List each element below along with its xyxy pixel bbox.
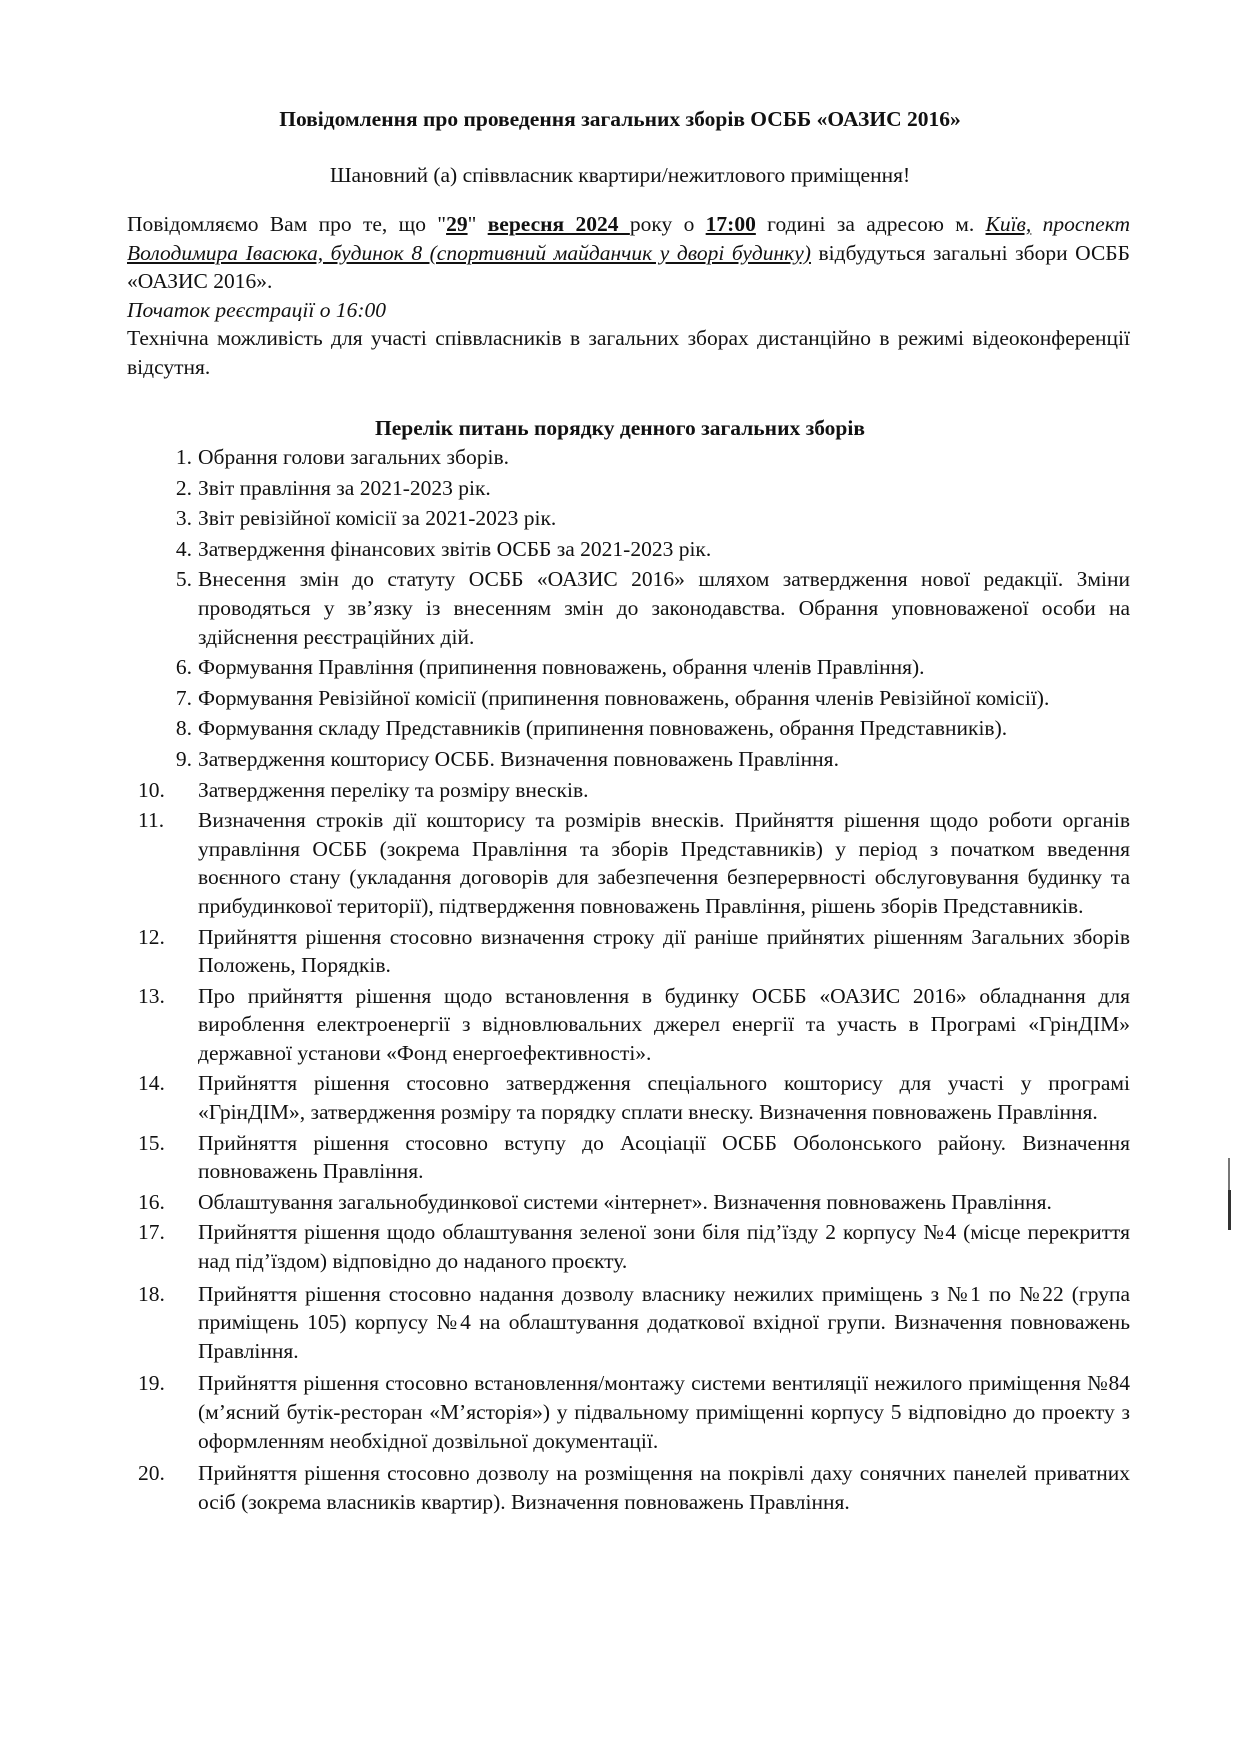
agenda-heading: Перелік питань порядку денного загальних зборів xyxy=(375,416,865,440)
agenda-item-text: Формування складу Представників (припинення повноважень, обрання Представників). xyxy=(198,716,1008,741)
announcement-text: " xyxy=(467,212,488,236)
agenda-item xyxy=(138,1218,1130,1275)
agenda-item-number: 4. xyxy=(175,536,192,561)
agenda-item xyxy=(138,923,1130,980)
announcement-text: відбудуться загальні збори ОСББ «ОАЗИС 2016». xyxy=(127,240,1130,293)
agenda-item-number: 12. xyxy=(138,924,165,949)
agenda-list xyxy=(138,443,1130,1518)
agenda-item xyxy=(150,565,1130,651)
meeting-time: 17:00 xyxy=(705,212,756,236)
agenda-item xyxy=(138,1280,1130,1366)
agenda-item-text: Формування Правління (припинення повноважень, обрання членів Правління). xyxy=(198,655,925,680)
agenda-item-text: Звіт правління за 2021-2023 рік. xyxy=(198,475,491,500)
agenda-item-text: Звіт ревізійної комісії за 2021-2023 рік. xyxy=(198,506,557,531)
agenda-item-text: Прийняття рішення стосовно встановлення/монтажу системи вентиляції нежилого приміщення №84 (м’ясний бутік-ресторан «М’ясторія») у підвальному приміщенні корпусу 5 відповідно до проекту з оформленням необхідної дозвільної документації. xyxy=(198,1371,1130,1453)
agenda-item-text: Формування Ревізійної комісії (припинення повноважень, обрання членів Ревізійної комісії). xyxy=(198,685,1050,710)
agenda-item-number: 5. xyxy=(175,567,192,592)
scan-mark xyxy=(1228,1190,1231,1230)
agenda-item xyxy=(150,443,1130,472)
agenda-item-text: Затвердження кошторису ОСББ. Визначення повноважень Правління. xyxy=(198,746,839,771)
agenda-item-number: 14. xyxy=(138,1071,165,1096)
agenda-item-number: 17. xyxy=(138,1220,165,1245)
agenda-item-number: 19. xyxy=(138,1371,165,1396)
agenda-item xyxy=(138,1069,1130,1126)
agenda-item-text: Прийняття рішення стосовно вступу до Асоціації ОСББ Оболонського району. Визначення повноважень Правління. xyxy=(198,1130,1130,1184)
agenda-item-number: 20. xyxy=(138,1461,165,1486)
agenda-item-number: 1. xyxy=(175,445,192,469)
announcement-text: року о xyxy=(629,212,706,236)
agenda-item-text: Прийняття рішення стосовно затвердження спеціального кошторису для участі у програмі «ГрінДІМ», затвердження розміру та порядку сплати внеску. Визначення повноважень Правління. xyxy=(198,1071,1130,1125)
announcement-text: годині за адресою м. xyxy=(755,212,986,236)
agenda-item xyxy=(150,745,1130,774)
agenda-item-text: Про прийняття рішення щодо встановлення в будинку ОСББ «ОАЗИС 2016» обладнання для вироблення електроенергії з відновлювальних джерел енергії та участь в Програмі «ГрінДІМ» державної установи «Фонд енергоефективності». xyxy=(198,983,1130,1065)
agenda-item-number: 9. xyxy=(175,746,192,771)
meeting-city: Київ, xyxy=(985,212,1032,236)
agenda-item xyxy=(138,1459,1130,1516)
meeting-day: 29 xyxy=(446,212,468,236)
agenda-item-text: Визначення строків дії кошторису та розмірів внесків. Прийняття рішення щодо роботи органів управління ОСББ (зокрема Правління та зборів Представників) у період з початком введення воєнного стану (укладання договорів для забезпечення безперервності обслуговування будинку та прибудинкової території), підтвердження повноважень Правління, рішень зборів Представників. xyxy=(198,808,1130,918)
agenda-item xyxy=(150,504,1130,533)
agenda-item-number: 7. xyxy=(175,685,192,710)
agenda-item xyxy=(138,776,1130,805)
agenda-item xyxy=(138,1129,1130,1186)
agenda-item-number: 18. xyxy=(138,1281,165,1306)
agenda-item-text: Внесення змін до статуту ОСББ «ОАЗИС 2016» шляхом затвердження нової редакції. Зміни проводяться у зв’язку із внесенням змін до законодавства. Обрання уповноваженої особи на здійснення реєстраційних дій. xyxy=(198,567,1130,649)
agenda-item-number: 2. xyxy=(175,475,192,500)
agenda-item-text: Прийняття рішення стосовно надання дозволу власнику нежилих приміщень з №1 по №22 (група приміщень 105) корпусу №4 на облаштування додаткової вхідної групи. Визначення повноважень Правління. xyxy=(198,1281,1130,1363)
agenda-item-text: Прийняття рішення щодо облаштування зеленої зони біля під’їзду 2 корпусу №4 (місце перекриття над під’їздом) відповідно до наданого проєкту. xyxy=(198,1220,1130,1274)
agenda-item xyxy=(150,474,1130,503)
agenda-item xyxy=(150,684,1130,713)
announcement-paragraph xyxy=(127,210,1130,296)
agenda-item-number: 16. xyxy=(138,1189,165,1214)
registration-start: Початок реєстрації о 16:00 xyxy=(127,297,387,322)
agenda-item-text: Прийняття рішення стосовно визначення строку дії раніше прийнятих рішенням Загальних зборів Положень, Порядків. xyxy=(198,924,1130,978)
technical-note: Технічна можливість для участі співвласників в загальних зборах дистанційно в режимі відеоконференції відсутня. xyxy=(127,326,1130,379)
meeting-address: Володимира Івасюка, будинок 8 (спортивний майданчик у дворі будинку) xyxy=(127,240,811,265)
agenda-item-text: Обрання голови загальних зборів. xyxy=(198,445,509,469)
agenda-item-number: 3. xyxy=(175,506,192,531)
agenda-item-text: Затвердження переліку та розміру внесків. xyxy=(198,777,589,802)
agenda-item-number: 10. xyxy=(138,777,165,802)
announcement-text: Повідомляємо Вам про те, що " xyxy=(127,212,447,236)
agenda-item xyxy=(150,653,1130,682)
agenda-item-text: Затвердження фінансових звітів ОСББ за 2021-2023 рік. xyxy=(198,536,712,561)
agenda-item-text: Прийняття рішення стосовно дозволу на розміщення на покрівлі даху сонячних панелей приватних осіб (зокрема власників квартир). Визначення повноважень Правління. xyxy=(198,1461,1130,1514)
agenda-item xyxy=(138,1369,1130,1455)
intro-section xyxy=(127,210,1130,381)
agenda-item-number: 13. xyxy=(138,983,165,1008)
agenda-item-number: 6. xyxy=(175,655,192,680)
agenda-item xyxy=(150,714,1130,743)
agenda-item xyxy=(150,535,1130,564)
meeting-month-year: вересня 2024 xyxy=(487,212,630,236)
agenda-item xyxy=(138,982,1130,1068)
greeting: Шановний (а) співвласник квартири/нежитлового приміщення! xyxy=(329,163,911,187)
meeting-avenue: проспект xyxy=(1042,212,1130,236)
agenda-item-number: 15. xyxy=(138,1130,165,1155)
agenda-item-text: Облаштування загальнобудинкової системи «інтернет». Визначення повноважень Правління. xyxy=(198,1189,1052,1214)
document-title: Повідомлення про проведення загальних зборів ОСББ «ОАЗИС 2016» xyxy=(279,107,961,131)
agenda-item xyxy=(138,1188,1130,1217)
agenda-item-number: 8. xyxy=(175,716,192,741)
announcement-text xyxy=(1031,212,1042,236)
agenda-item xyxy=(138,806,1130,920)
agenda-item-number: 11. xyxy=(138,808,165,833)
